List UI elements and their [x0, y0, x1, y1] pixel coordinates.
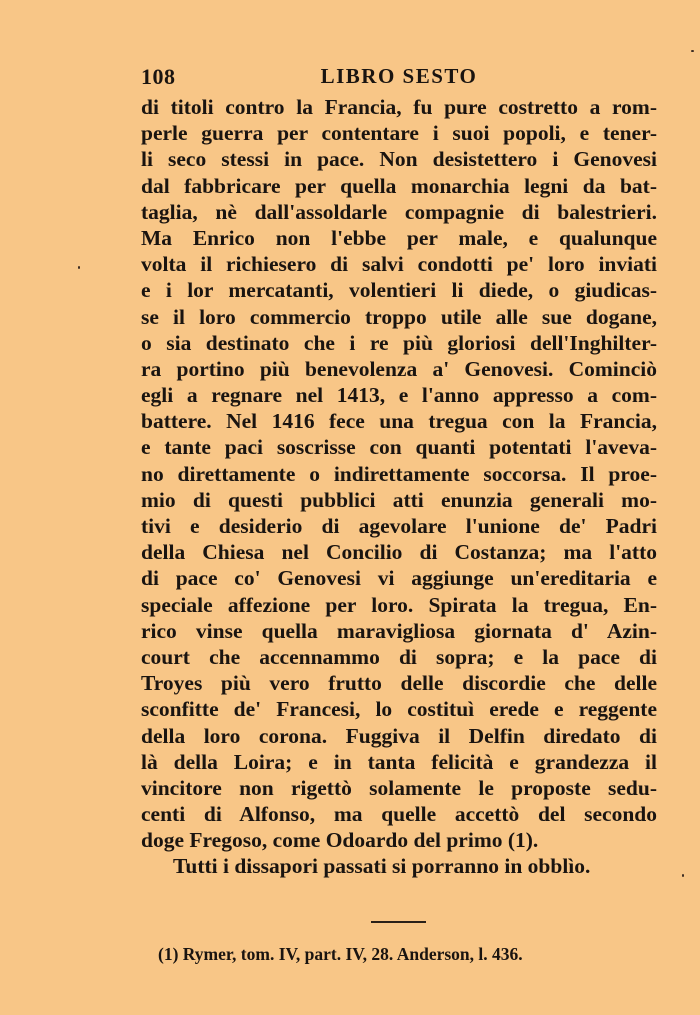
text-line: là della Loira; e in tanta felicità e grandezza il [141, 749, 657, 774]
text-line: sconfitte de' Francesi, lo costituì erede e reggente [141, 697, 657, 722]
text-line: perle guerra per contentare i suoi popoli, e tener- [141, 121, 657, 146]
footnote-separator-rule [371, 921, 426, 923]
text-line: della Chiesa nel Concilio di Costanza; ma l'atto [141, 540, 657, 565]
paragraph-first-line: Tutti i dissapori passati si porranno in obblìo. [173, 854, 591, 879]
text-line: mio di questi pubblici atti enunzia generali mo- [141, 487, 657, 512]
text-line: li seco stessi in pace. Non desistettero i Genovesi [141, 147, 657, 172]
text-line: egli a regnare nel 1413, e l'anno appresso a com- [141, 383, 657, 408]
footnote: (1) Rymer, tom. IV, part. IV, 28. Anderson, l. 436. [158, 944, 523, 964]
paper-speck [682, 874, 684, 877]
text-line: tivi e desiderio di agevolare l'unione de' Padri [141, 514, 657, 538]
page-number: 108 [141, 64, 176, 89]
text-line: doge Fregoso, come Odoardo del primo (1). [141, 828, 539, 853]
text-line: Ma Enrico non l'ebbe per male, e qualunque [141, 225, 657, 250]
paper-speck [78, 266, 80, 269]
text-line: volta il richiesero di salvi condotti pe' loro inviati [141, 252, 657, 277]
text-line: ra portino più benevolenza a' Genovesi. Cominciò [141, 356, 657, 381]
text-line: di titoli contro la Francia, fu pure costretto a rom- [141, 95, 657, 119]
running-head: LIBRO SESTO [320, 64, 478, 88]
text-line: taglia, nè dall'assoldarle compagnie di balestrieri. [141, 199, 657, 224]
text-line: se il loro commercio troppo utile alle sue dogane, [141, 304, 657, 329]
text-line: vincitore non rigettò solamente le proposte sedu- [141, 775, 657, 800]
text-line: court che accennammo di sopra; e la pace di [141, 644, 657, 669]
text-line: dal fabbricare per quella monarchia legni da bat- [141, 173, 657, 198]
page-header [141, 64, 657, 94]
text-line: di pace co' Genovesi vi aggiunge un'ereditaria e [141, 566, 657, 591]
text-line: e tante paci soscrisse con quanti potentati l'aveva- [141, 435, 657, 460]
text-line: speciale affezione per loro. Spirata la tregua, En- [141, 592, 657, 617]
text-line: della loro corona. Fuggiva il Delfin diredato di [141, 723, 657, 748]
text-line: battere. Nel 1416 fece una tregua con la Francia, [141, 409, 657, 434]
text-line: rico vinse quella maravigliosa giornata d' Azin- [141, 618, 657, 643]
body-text [141, 94, 657, 880]
text-line: centi di Alfonso, ma quelle accettò del secondo [141, 802, 657, 827]
text-line: e i lor mercatanti, volentieri li diede, o giudicas- [141, 278, 657, 303]
text-line: no direttamente o indirettamente soccorsa. Il proe- [141, 461, 657, 486]
paper-speck [691, 50, 694, 52]
text-line: o sia destinato che i re più gloriosi dell'Inghilter- [141, 330, 657, 355]
text-line: Troyes più vero frutto delle discordie che delle [141, 671, 657, 696]
